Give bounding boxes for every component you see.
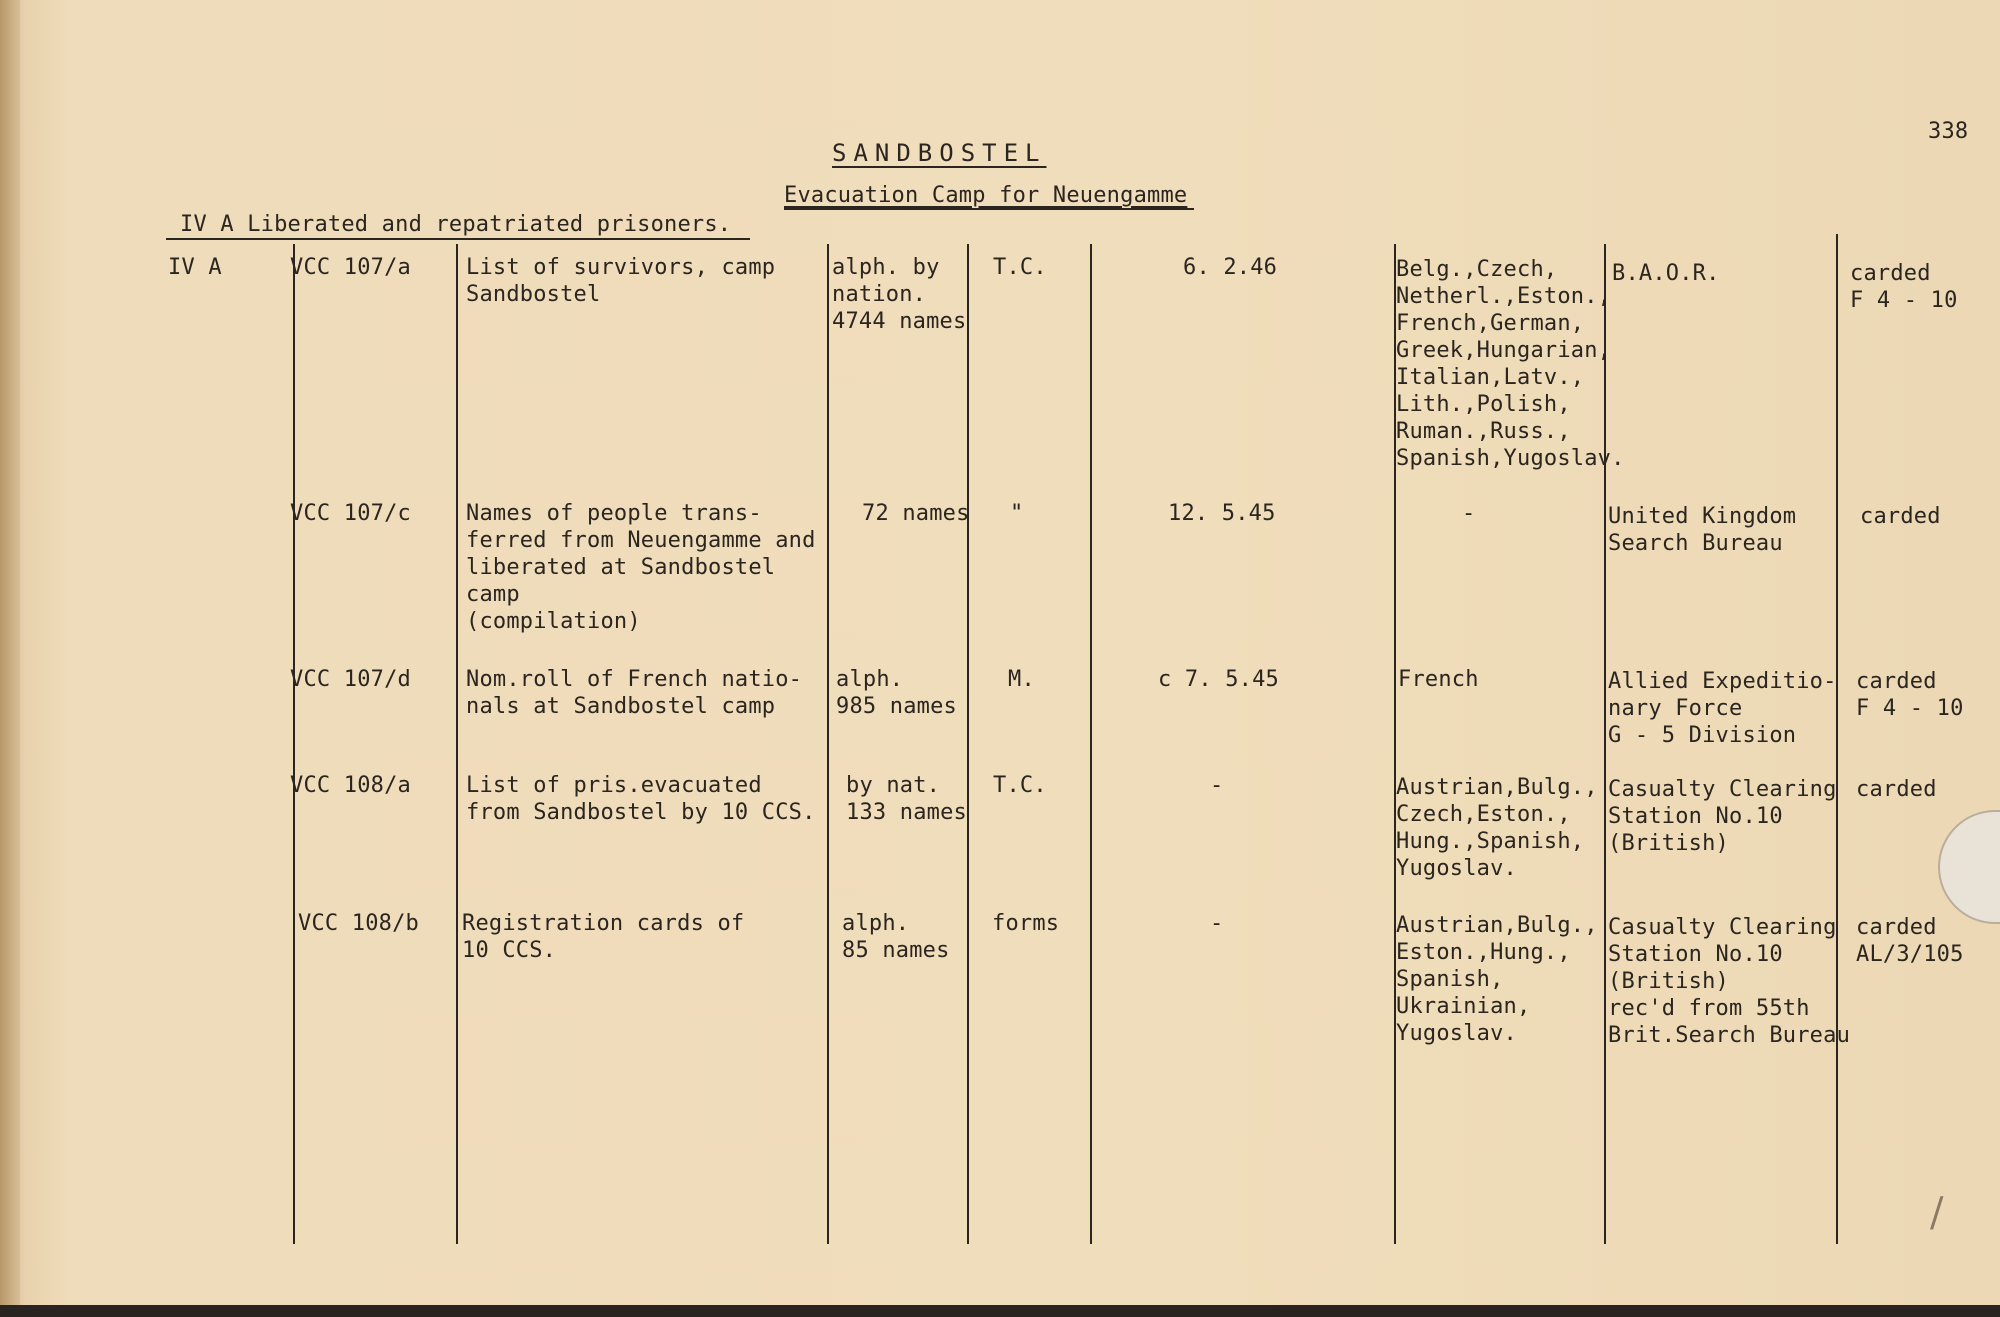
- row-date: c 7. 5.45: [1158, 667, 1280, 692]
- row-source: B.A.O.R.: [1612, 261, 1720, 286]
- row-description: List of survivors, camp Sandbostel: [466, 255, 776, 307]
- row-arrangement: by nat. 133 names: [846, 773, 968, 825]
- column-rule: [827, 244, 829, 1244]
- column-rule: [967, 244, 969, 1244]
- section-underline: [166, 238, 750, 240]
- row-nationalities: Austrian,Bulg., Czech,Eston., Hung.,Spanish, Yugoslav.: [1396, 775, 1598, 881]
- row-remarks: carded F 4 - 10: [1856, 669, 1964, 721]
- document-subtitle: Evacuation Camp for Neuengamme: [784, 183, 1188, 208]
- column-rule: [293, 244, 295, 1244]
- row-source: United Kingdom Search Bureau: [1608, 504, 1797, 556]
- row-type: T.C.: [993, 255, 1047, 280]
- row-type: T.C.: [993, 773, 1047, 798]
- row-nationalities: Austrian,Bulg., Eston.,Hung., Spanish, Ukrainian, Yugoslav.: [1396, 913, 1598, 1046]
- row-date: 12. 5.45: [1168, 501, 1276, 526]
- page-tab-marker: [1938, 810, 2000, 924]
- section-heading: IV A Liberated and repatriated prisoners.: [180, 212, 732, 237]
- row-arrangement: alph. 85 names: [842, 911, 950, 963]
- subtitle-underline: [784, 208, 1194, 210]
- row-description: Names of people trans- ferred from Neuengamme and liberated at Sandbostel camp (compilation): [466, 501, 816, 634]
- row-nationalities: French: [1398, 667, 1479, 692]
- row-source: Allied Expeditio- nary Force G - 5 Division: [1608, 669, 1837, 748]
- row-description: Nom.roll of French natio- nals at Sandbostel camp: [466, 667, 803, 719]
- row-remarks: carded F 4 - 10: [1850, 261, 1958, 313]
- row-source: Casualty Clearing Station No.10 (British) rec'd from 55th Brit.Search Bureau: [1608, 915, 1851, 1048]
- row-description: List of pris.evacuated from Sandbostel by 10 CCS.: [466, 773, 816, 825]
- column-rule: [456, 244, 458, 1244]
- row-date: 6. 2.46: [1183, 255, 1278, 280]
- page-bottom-edge: [0, 1305, 2000, 1317]
- row-nationalities: -: [1462, 501, 1476, 526]
- row-remarks: carded: [1860, 504, 1941, 529]
- row-reference: VCC 108/b: [298, 911, 420, 936]
- row-reference: VCC 107/d: [290, 667, 412, 692]
- page-number: 338: [1928, 119, 1969, 144]
- row-remarks: carded AL/3/105: [1856, 915, 1964, 967]
- row-arrangement: alph. by nation. 4744 names: [832, 255, 967, 334]
- row-remarks: carded: [1856, 777, 1937, 802]
- row-date: -: [1210, 911, 1224, 936]
- row-description: Registration cards of 10 CCS.: [462, 911, 745, 963]
- row-reference: VCC 107/a: [290, 255, 412, 280]
- row-date: -: [1210, 773, 1224, 798]
- page-binding-edge: [0, 0, 20, 1317]
- row-reference: VCC 108/a: [290, 773, 412, 798]
- row-type: M.: [1008, 667, 1035, 692]
- document-title: SANDBOSTEL: [832, 139, 1047, 167]
- row-arrangement: 72 names: [862, 501, 970, 526]
- row-arrangement: alph. 985 names: [836, 667, 958, 719]
- row-type: ": [1010, 501, 1024, 526]
- row-reference: VCC 107/c: [290, 501, 412, 526]
- column-rule: [1090, 244, 1092, 1244]
- row-section: IV A: [168, 255, 222, 280]
- pencil-mark: /: [1930, 1190, 1944, 1236]
- row-nationalities: Belg.,Czech, Netherl.,Eston., French,German, Greek,Hungarian, Italian,Latv., Lith.,Polish, Ruman.,Russ., Spanish,Yugoslav.: [1396, 257, 1625, 471]
- row-source: Casualty Clearing Station No.10 (British): [1608, 777, 1837, 856]
- row-type: forms: [992, 911, 1060, 936]
